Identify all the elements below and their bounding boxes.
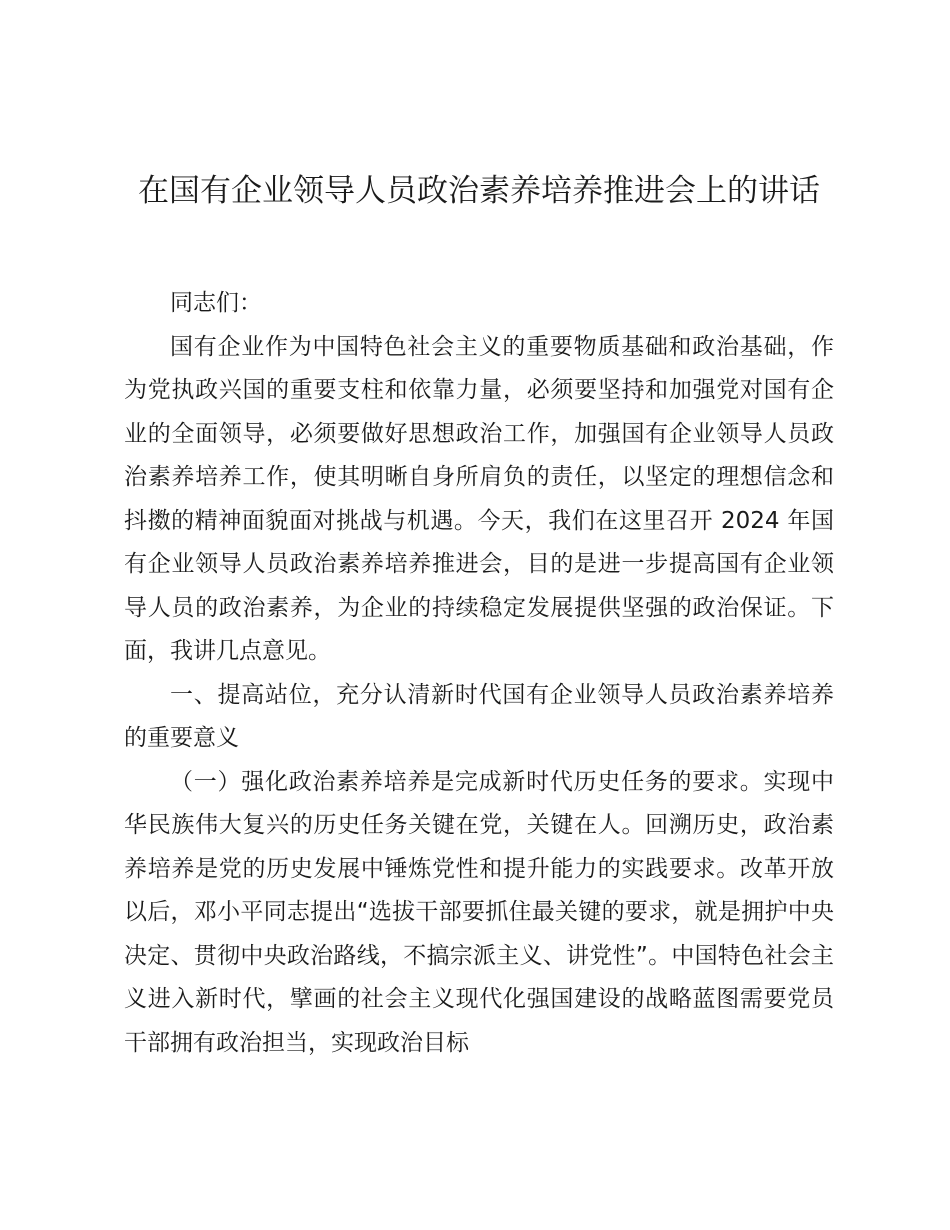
document-title: 在国有企业领导人员政治素养培养推进会上的讲话 — [138, 173, 820, 209]
section-heading: 一、提高站位，充分认清新时代国有企业领导人员政治素养培养的重要意义 — [124, 681, 834, 751]
intro-paragraph: 国有企业作为中国特色社会主义的重要物质基础和政治基础，作为党执政兴国的重要支柱和依靠力量，必须要坚持和加强党对国有企业的全面领导，必须要做好思想政治工作，加强国有企业领导人员政治素养培养工作，使其明晰自身所肩负的责任，以坚定的理想信念和抖擞的精神面貌面对挑战与机遇。今天，我们在这里召开 2024 年国有企业领导人员政治素养培养推进会，目的是进一步提高国有企业领导人员的政治素养，为企业的持续稳定发展提供坚强的政治保证。下面，我讲几点意见。 — [124, 333, 834, 664]
subsection-paragraph: （一）强化政治素养培养是完成新时代历史任务的要求。实现中华民族伟大复兴的历史任务关键在党，关键在人。回溯历史，政治素养培养是党的历史发展中锤炼党性和提升能力的实践要求。改革开放以后，邓小平同志提出“选拔干部要抓住最关键的要求，就是拥护中央决定、贯彻中央政治路线，不搞宗派主义、讲党性”。中国特色社会主义进入新时代，擘画的社会主义现代化强国建设的战略蓝图需要党员干部拥有政治担当，实现政治目标 — [124, 768, 834, 1056]
salutation: 同志们： — [170, 290, 262, 316]
document-body — [124, 282, 834, 1065]
